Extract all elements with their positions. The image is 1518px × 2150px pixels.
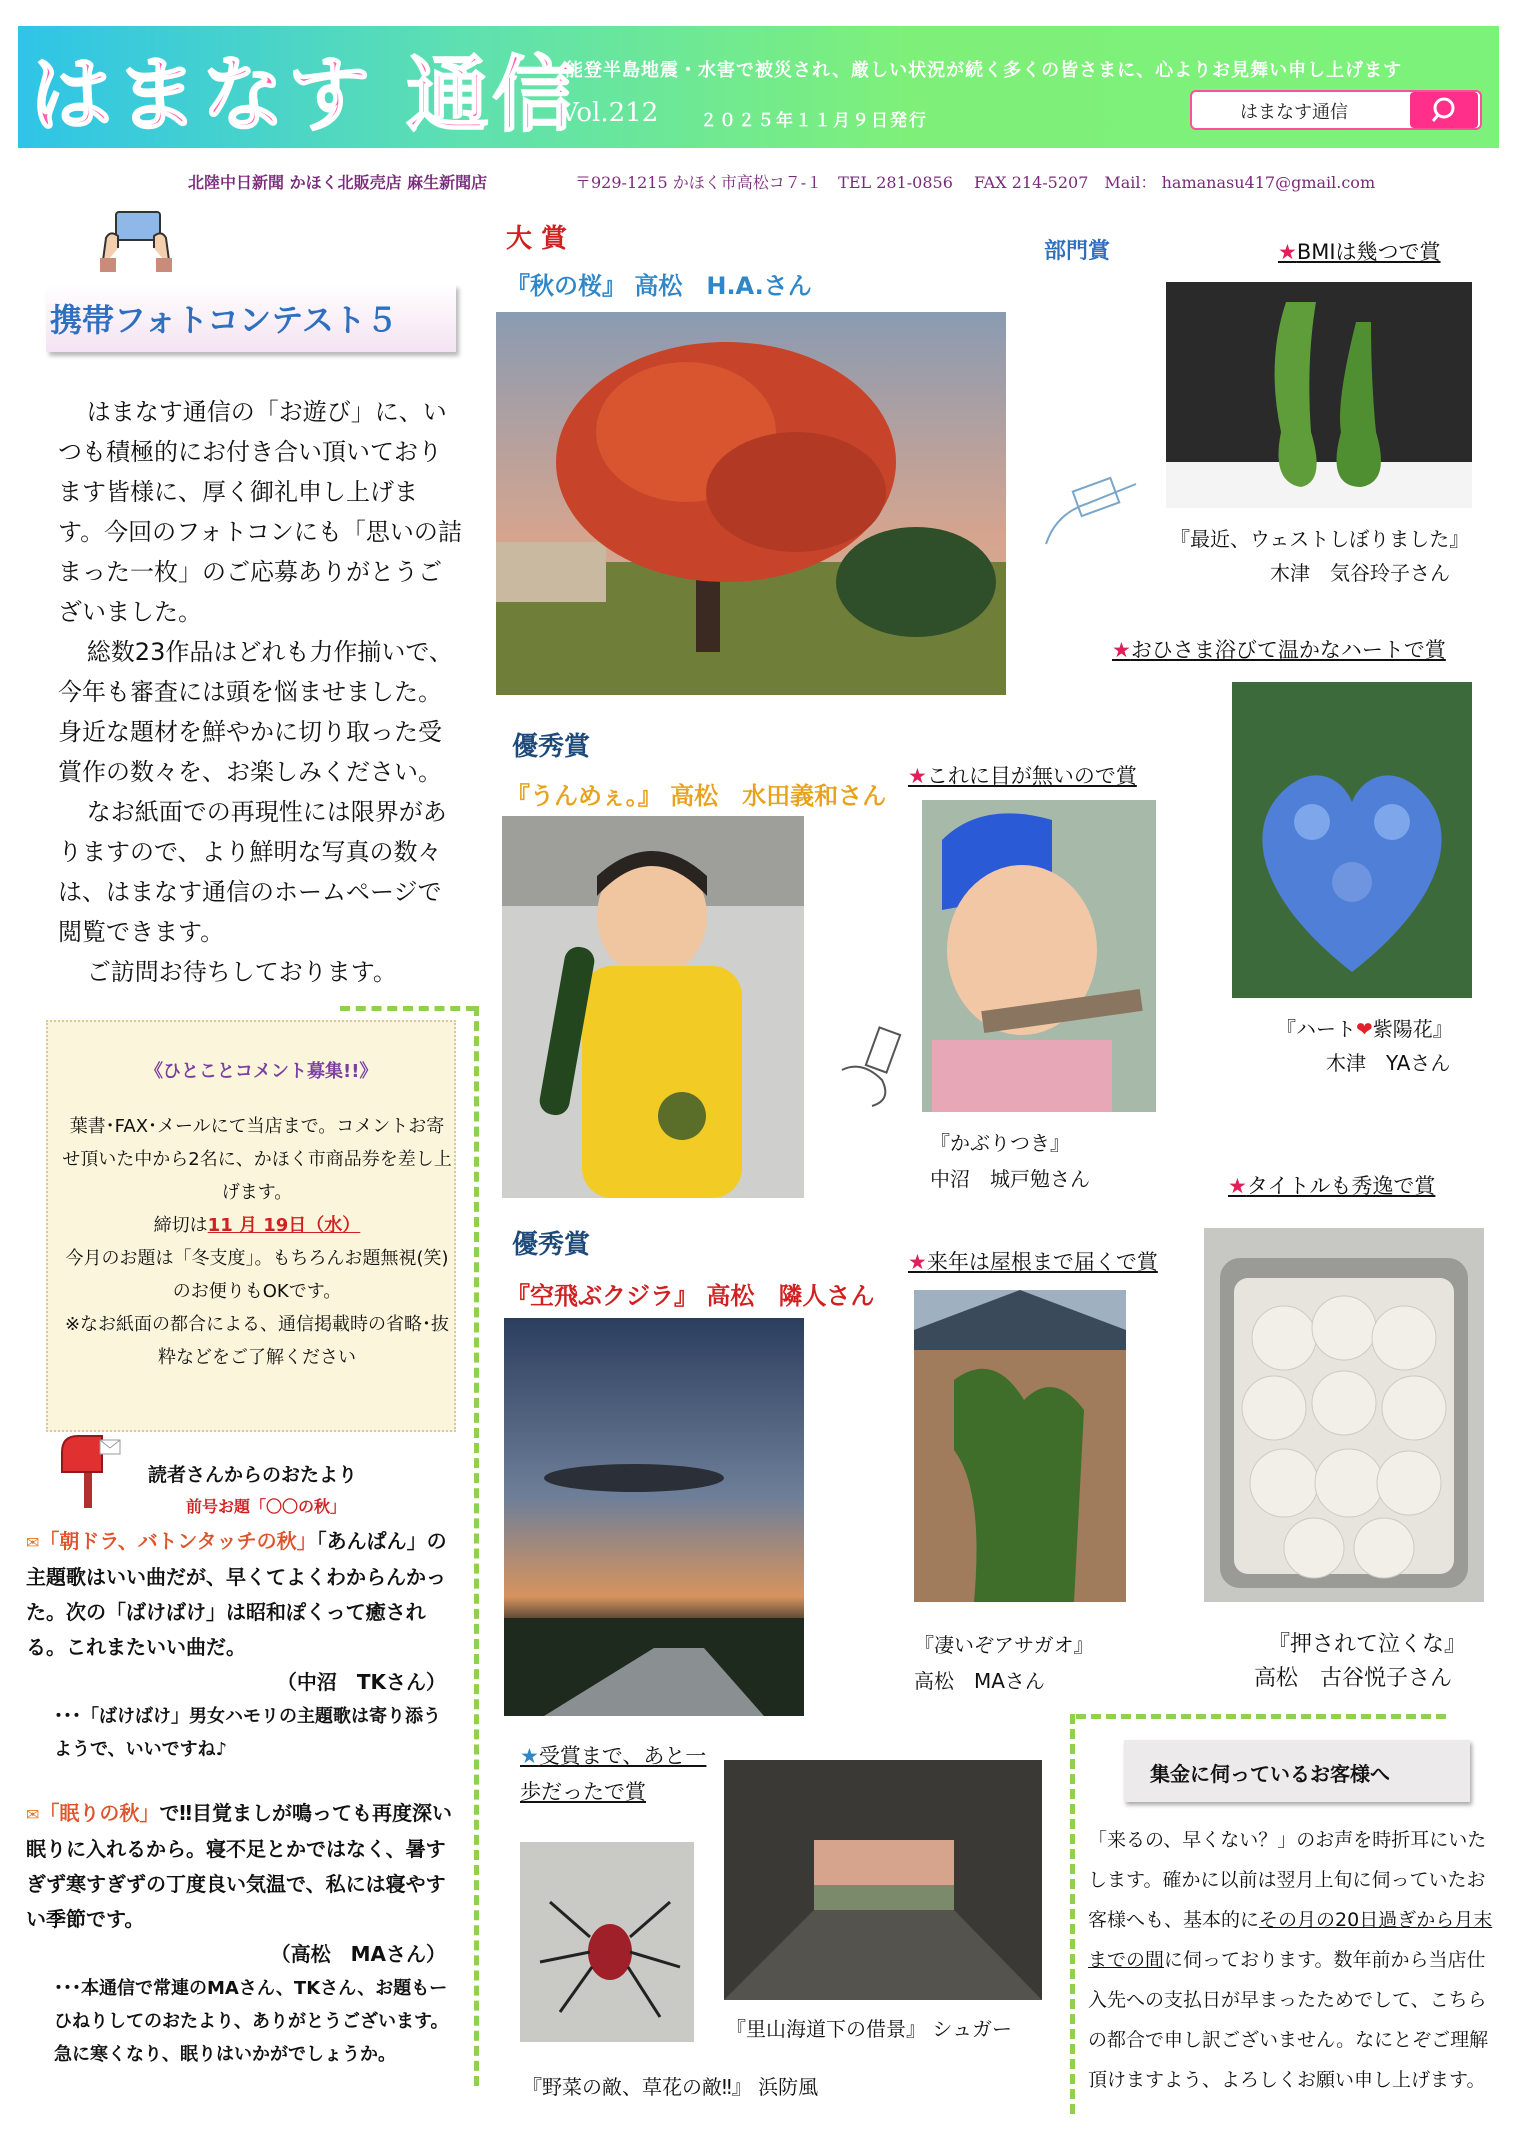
hydrangea-photo [1232,682,1472,998]
star-icon: ★ [908,764,927,788]
prize-label [1278,236,1441,266]
photo-caption [1276,1012,1453,1046]
excellent-prize-title: 『うんめぇ。』 高松 水田義和さん [506,782,887,810]
comment-line: 今月のお題は「冬支度」。もちろんお題無視(笑)のお便りもOKです。 [65,1248,449,1302]
reader-letter [26,1796,456,2071]
star-icon: ★ [1112,638,1131,662]
notice-title: 集金に伺っているお客様へ [1150,1762,1390,1786]
deadline-date: 11 月 19日（水） [207,1215,361,1236]
condolence-message: 能登半島地震・水害で被災され、厳しい状況が続く多くの皆さまに、心よりお見舞い申し上げます [565,60,1403,81]
letter-reply: ･･･本通信で常連のMAさん、TKさん、お題もー ひねりしてのおたより、ありがとうございます。急に寒くなり、眠りはいかがでしょうか。 [54,1978,449,2065]
comment-line: ※なお紙面の都合による、通信掲載時の省略･抜粋などをご了解ください [64,1314,450,1368]
prize-name: おひさま浴びて温かなハートで賞 [1130,638,1446,662]
shop-name: 北陸中日新聞 かほく北販売店 麻生新聞店 [188,173,488,192]
envelope-icon: ✉ [26,1805,40,1824]
column-divider [340,1006,476,1011]
photo-caption: 『かぶりつき』 [930,1131,1070,1155]
star-icon: ★ [1228,1174,1247,1198]
asagao-photo [914,1290,1126,1602]
envelope-icon: ✉ [26,1533,40,1552]
prize-name: 受賞まで、あと一歩だったで賞 [520,1744,707,1804]
grand-prize-heading: 大 賞 [506,224,568,254]
excellent-prize-photo [502,816,804,1198]
hand-phone-sketch-icon [832,1020,922,1110]
bmi-photo [1166,282,1472,508]
issue-date: ２０２５年１１月９日発行 [700,111,928,131]
prize-name: 来年は屋根まで届くで賞 [926,1250,1158,1274]
phone-photo-icon [96,208,176,274]
comment-title: 《ひとことコメント募集!!》 [145,1061,378,1082]
letters-title: 読者さんからのおたより [148,1464,358,1486]
prize-label [1228,1170,1435,1200]
column-divider [474,1006,479,2086]
excellent-prize-title: 『空飛ぶクジラ』 高松 隣人さん [506,1282,875,1310]
notice-emphasis: その月の20日過ぎから月末までの間 [1088,1909,1493,1971]
star-icon: ★ [1278,240,1297,264]
tunnel-photo [724,1760,1042,2000]
intro-paragraph: ご訪問お待ちしております。 [86,958,397,986]
letter-author: （中沼 TKさん） [276,1670,446,1694]
intro-paragraph: なお紙面での再現性には限界がありますので、より鮮明な写真の数々は、はまなす通信のホームページで閲覧できます。 [58,798,447,946]
excellent-prize-photo [504,1318,804,1716]
intro-paragraph: 総数23作品はどれも力作揃いで、今年も審査には頭を悩ませました。身近な題材を鮮やかに切り取った受賞作の数々を、お楽しみください。 [58,638,453,786]
prize-label [520,1738,710,1810]
photo-caption: 『野菜の敵、草花の敵‼』 浜防風 [522,2075,819,2099]
kaburitsuki-photo [922,800,1156,1112]
photo-caption: 『押されて泣くな』 [1268,1632,1467,1657]
star-icon: ★ [520,1744,539,1768]
grand-prize-photo [496,312,1006,695]
photo-caption: 『凄いぞアサガオ』 [914,1633,1094,1657]
caption-part: 『ハート [1276,1017,1356,1041]
prize-label [1112,634,1446,664]
caption-part: 紫陽花』 [1372,1017,1453,1041]
prize-name: タイトルも秀逸で賞 [1246,1174,1436,1198]
photo-author: 高松 古谷悦子さん [1254,1666,1453,1691]
newsletter-logo: はまなす 通信 [30,48,579,143]
excellent-prize-heading: 優秀賞 [512,1230,591,1260]
hand-phone-sketch-icon [1036,464,1156,560]
photo-author: 木津 YAさん [1326,1051,1451,1075]
letter-text: 「あんぱん」の主題歌はいい曲だが、早くてよくわからんかった。次の「ばけばけ」は昭和ぽくって癒される。これまたいい曲だ。 [26,1529,447,1659]
intro-paragraph: はまなす通信の「お遊び」に、いつも積極的にお付き合い頂いております皆様に、厚く御礼申し上げます。今回のフォトコンにも「思いの詰まった一枚」のご応募ありがとうございました。 [58,398,462,626]
manju-photo [1204,1228,1484,1602]
heart-icon: ❤ [1356,1017,1373,1041]
photo-author: 木津 気谷玲子さん [1270,561,1450,585]
prize-name: これに目が無いので賞 [926,764,1137,788]
photo-author: 高松 MAさん [914,1669,1045,1693]
notice-text: 「来るの、早くない？」のお声を時折耳にいたします。確かに以前は翌月上旬に伺っていたお客様へも、基本的に [1088,1829,1487,1931]
notice-body [1088,1820,1498,2100]
letters-subtitle: 前号お題「〇〇の秋」 [186,1497,347,1516]
volume-number: Vol.212 [560,98,659,128]
contest-title: 携帯フォトコンテスト５ [50,301,398,339]
category-prize-heading: 部門賞 [1044,239,1111,264]
star-icon: ★ [908,1250,927,1274]
deadline-label: 締切は [153,1215,208,1236]
photo-author: 中沼 城戸勉さん [930,1167,1090,1191]
photo-caption: 『里山海道下の借景』 シュガー [726,2017,1012,2041]
contest-intro [58,392,463,992]
search-input-text: はまなす通信 [1240,102,1348,123]
notice-divider [1076,1714,1446,1719]
mailbox-icon [56,1430,124,1510]
letter-reply: ･･･「ばけばけ」男女ハモリの主題歌は寄り添うようで、いいですね♪ [54,1706,441,1760]
letter-topic: 「眠りの秋」 [39,1801,160,1825]
comment-line: 葉書･FAX･メールにて当店まで。コメントお寄せ頂いた中から2名に、かほく市商品券を差し上げます。 [62,1116,452,1203]
letter-author: （高松 MAさん） [270,1942,446,1966]
shop-address: 〒929-1215 かほく市高松コ７-１ TEL 281-0856 FAX 214-5207 Mail： hamanasu417@gmail.com [575,173,1376,192]
letter-text: で‼目覚ましが鳴っても再度深い眠りに入れるから。寝不足とかではなく、暑すぎず寒すぎずの丁度良い気温で、私には寝やすい季節です。 [26,1801,452,1931]
excellent-prize-heading: 優秀賞 [512,732,591,762]
search-icon [1410,92,1478,128]
prize-label [908,1246,1158,1276]
photo-caption: 『最近、ウェストしぼりました』 [1170,527,1470,551]
comment-deadline-row [62,1209,452,1242]
reader-letter [26,1524,456,1766]
notice-divider [1070,1714,1075,2114]
search-button[interactable] [1410,92,1478,128]
grand-prize-title: 『秋の桜』 高松 H.A.さん [506,272,812,300]
letter-topic: 「朝ドラ、バトンタッチの秋」 [39,1529,317,1553]
prize-name: BMIは幾つで賞 [1296,240,1441,264]
notice-text: に伺っております。数年前から当店仕入先への支払日が早まったためでして、こちらの都合で申し訳ございません。なにとぞご理解頂けますよう、よろしくお願い申し上げます。 [1088,1949,1489,2091]
spider-photo [520,1842,694,2042]
prize-label [908,760,1137,790]
comment-body [62,1110,452,1374]
